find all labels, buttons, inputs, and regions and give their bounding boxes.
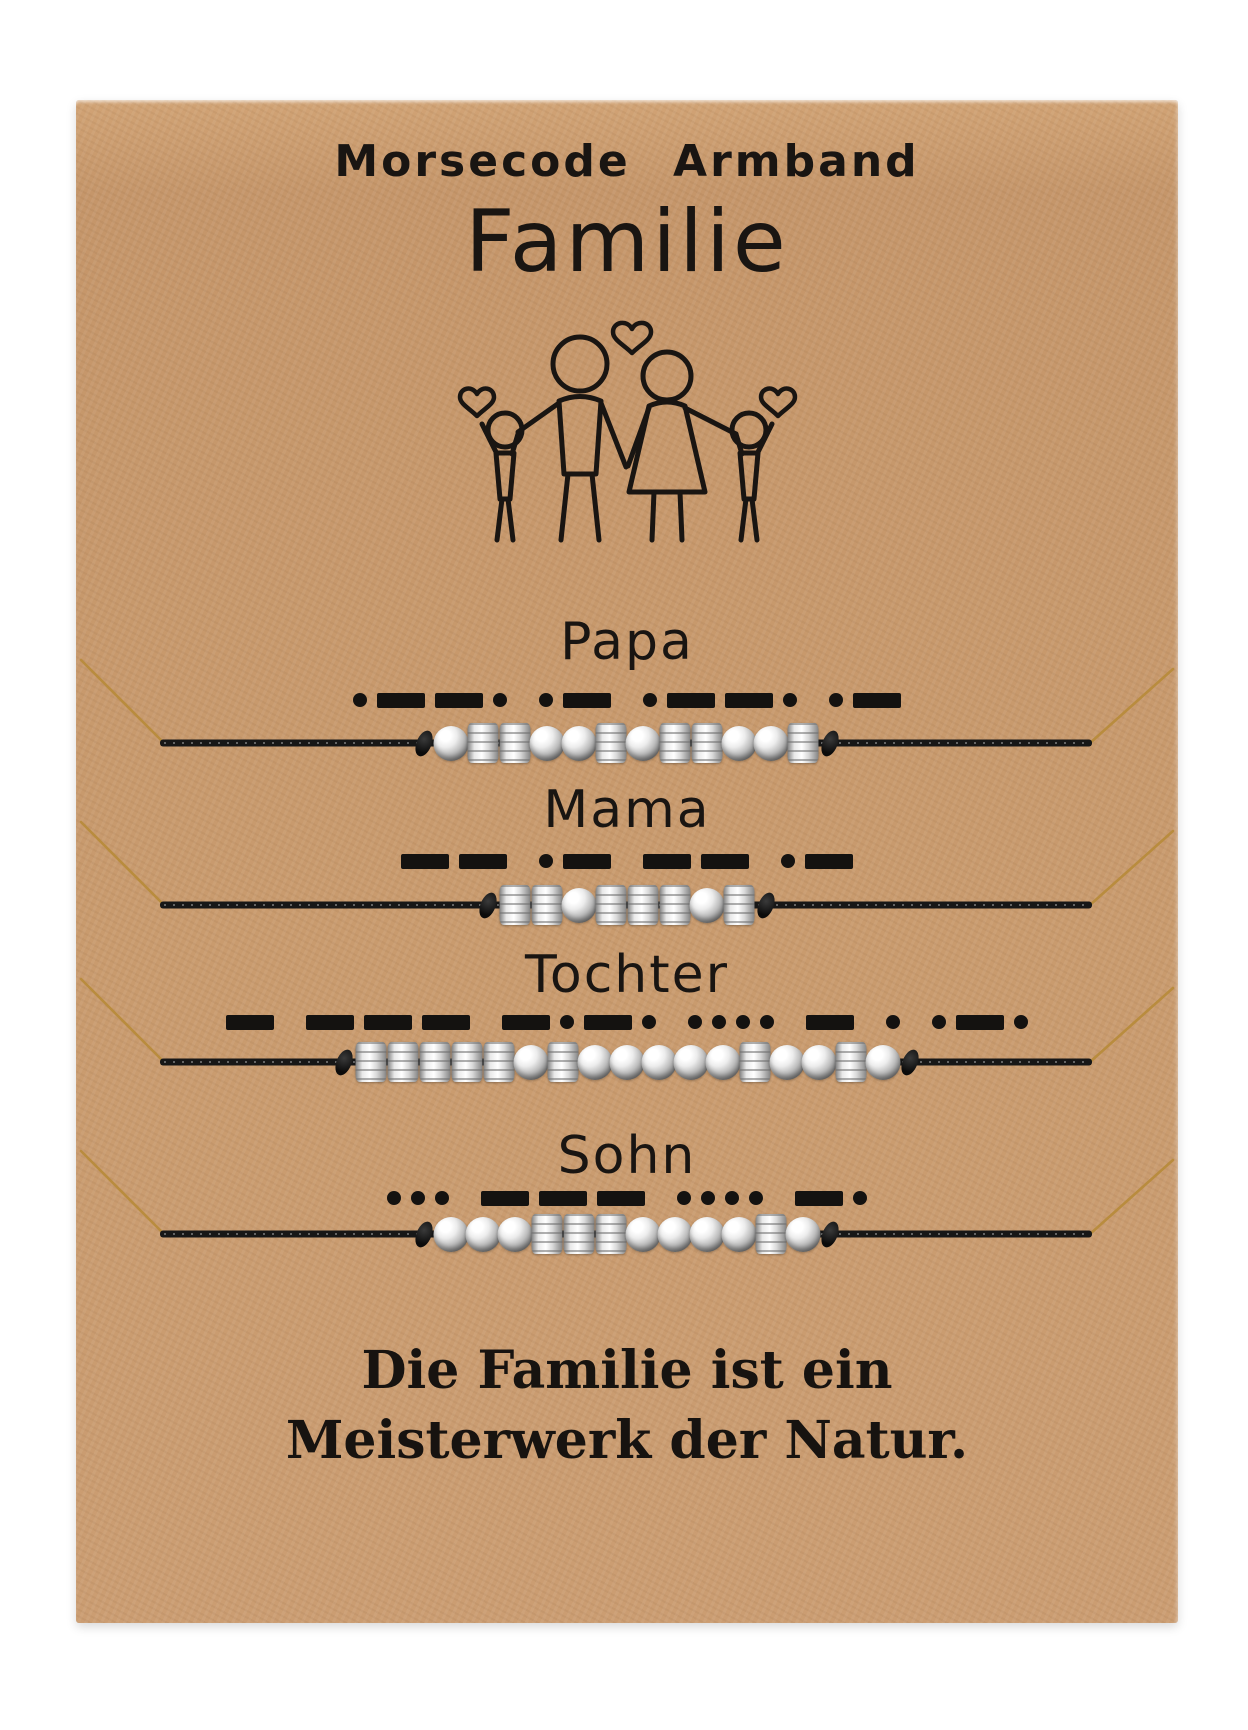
- bead-round: [802, 1045, 837, 1080]
- bead-round: [466, 1217, 501, 1252]
- cord-knot: [818, 1219, 842, 1250]
- bead-round: [514, 1045, 549, 1080]
- bead-cylinder: [548, 1042, 579, 1082]
- bead-round: [530, 726, 565, 761]
- quote-line-1: Die Familie ist ein: [361, 1340, 893, 1401]
- cord-knot: [412, 728, 436, 759]
- bead-cylinder: [500, 885, 531, 925]
- bead-round: [642, 1045, 677, 1080]
- bead-cylinder: [692, 723, 723, 763]
- cord-knot: [332, 1047, 356, 1078]
- gold-thread: [81, 660, 164, 743]
- cord-knot: [818, 728, 842, 759]
- bead-round: [498, 1217, 533, 1252]
- bead-cylinder: [660, 885, 691, 925]
- quote: [76, 1336, 1178, 1476]
- cord-knot: [412, 1219, 436, 1250]
- bead-round: [786, 1217, 821, 1252]
- bead-round: [626, 726, 661, 761]
- bead-round: [866, 1045, 901, 1080]
- father-figure: [553, 337, 607, 391]
- bead-round: [770, 1045, 805, 1080]
- gold-thread: [1090, 988, 1173, 1062]
- bead-cylinder: [628, 885, 659, 925]
- gold-thread: [81, 1151, 164, 1234]
- bead-cylinder: [788, 723, 819, 763]
- bead-cylinder: [596, 1214, 627, 1254]
- bracelet-name-label: Tochter: [524, 945, 730, 1005]
- heart-icon: [460, 389, 494, 416]
- bead-round: [434, 1217, 469, 1252]
- bead-cylinder: [532, 885, 563, 925]
- gold-thread: [1090, 1160, 1173, 1234]
- gold-thread: [81, 822, 164, 905]
- product-heading: Familie: [465, 192, 789, 292]
- bead-round: [658, 1217, 693, 1252]
- bead-cylinder: [564, 1214, 595, 1254]
- bead-round: [434, 726, 469, 761]
- bead-round: [722, 1217, 757, 1252]
- cord-knot: [898, 1047, 922, 1078]
- bead-cylinder: [596, 723, 627, 763]
- bead-round: [706, 1045, 741, 1080]
- gold-thread: [81, 979, 164, 1062]
- kraft-card: [76, 100, 1178, 1623]
- gold-thread: [1090, 831, 1173, 905]
- bead-round: [578, 1045, 613, 1080]
- bead-strip: [334, 1041, 921, 1083]
- bead-cylinder: [756, 1214, 787, 1254]
- bead-strip: [478, 884, 777, 926]
- product-title: Morsecode Armband: [334, 136, 920, 187]
- bead-round: [610, 1045, 645, 1080]
- bead-strip: [414, 1213, 841, 1255]
- bead-cylinder: [724, 885, 755, 925]
- gold-thread: [1090, 669, 1173, 743]
- bead-cylinder: [500, 723, 531, 763]
- bead-round: [690, 1217, 725, 1252]
- bead-round: [562, 726, 597, 761]
- bead-round: [626, 1217, 661, 1252]
- heart-icon: [613, 323, 651, 353]
- bracelet-name-label: Papa: [560, 612, 694, 672]
- bead-cylinder: [452, 1042, 483, 1082]
- bracelet-name-label: Sohn: [557, 1126, 697, 1186]
- bead-cylinder: [356, 1042, 387, 1082]
- family-icon: [447, 302, 807, 547]
- bead-cylinder: [420, 1042, 451, 1082]
- mother-figure: [643, 352, 691, 400]
- bead-strip: [414, 722, 841, 764]
- bead-cylinder: [532, 1214, 563, 1254]
- bead-round: [722, 726, 757, 761]
- bead-round: [754, 726, 789, 761]
- bead-cylinder: [484, 1042, 515, 1082]
- bead-round: [562, 888, 597, 923]
- bead-cylinder: [740, 1042, 771, 1082]
- bead-cylinder: [596, 885, 627, 925]
- bead-cylinder: [388, 1042, 419, 1082]
- bracelet-name-label: Mama: [543, 780, 711, 840]
- cord-knot: [754, 890, 778, 921]
- bead-round: [674, 1045, 709, 1080]
- cord-knot: [476, 890, 500, 921]
- bead-round: [690, 888, 725, 923]
- bead-cylinder: [468, 723, 499, 763]
- heart-icon: [761, 389, 795, 416]
- bead-cylinder: [660, 723, 691, 763]
- bead-cylinder: [836, 1042, 867, 1082]
- quote-line-2: Meisterwerk der Natur.: [285, 1410, 969, 1471]
